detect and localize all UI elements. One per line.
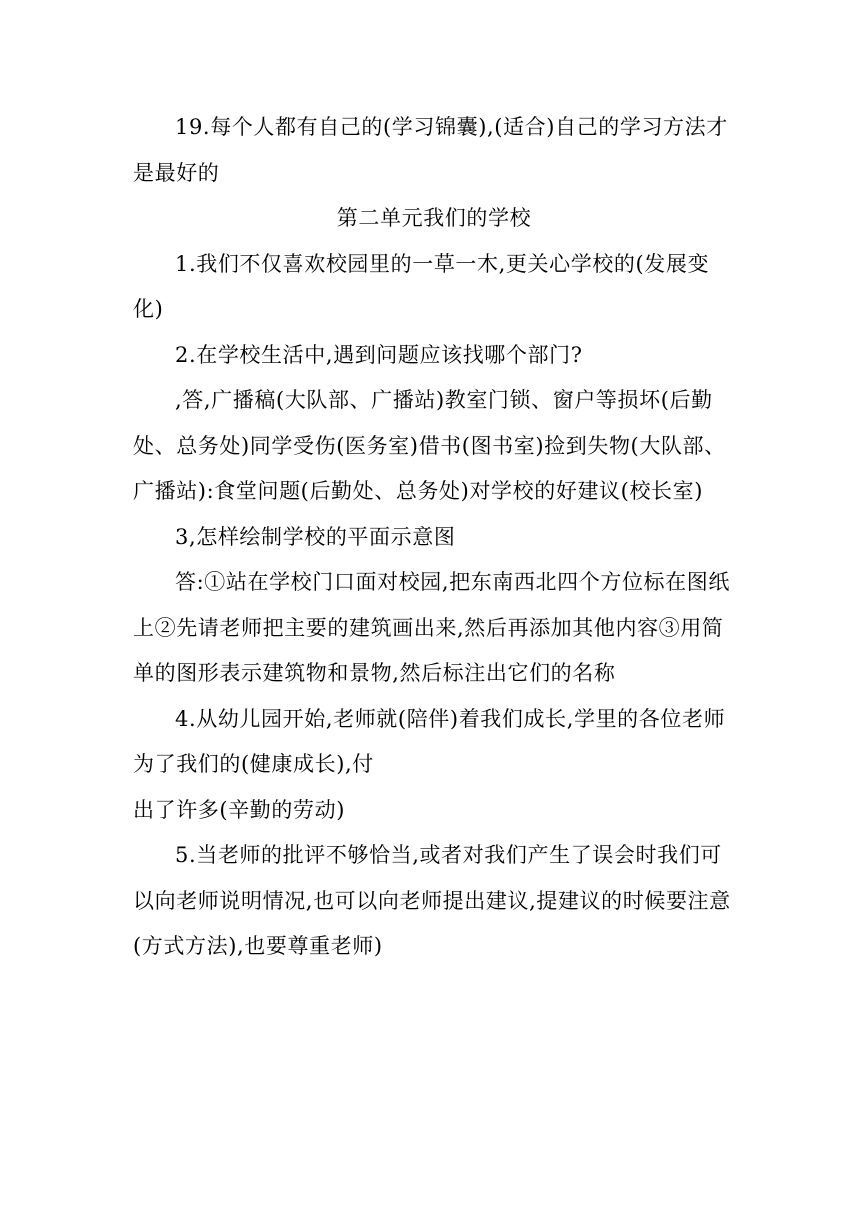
document-body bbox=[133, 105, 735, 970]
item-4-teachers: 4.从幼儿园开始,老师就(陪伴)着我们成长,学里的各位老师为了我们的(健康成长),付 bbox=[133, 706, 726, 776]
item-19-learning-methods: 19.每个人都有自己的(学习锦囊),(适合)自己的学习方法才是最好的 bbox=[133, 115, 728, 185]
item-2-question: 2.在学校生活中,遇到问题应该找哪个部门? bbox=[175, 342, 583, 367]
item-2-answer: ,答,广播稿(大队部、广播站)教室门锁、窗户等损坏(后勤处、总务处)同学受伤(医务室)借书(图书室)捡到失物(大队部、广播站):食堂问题(后勤处、总务处)对学校的好建议(校长室) bbox=[133, 388, 726, 503]
unit-heading: 第二单元我们的学校 bbox=[336, 206, 532, 230]
item-5-suggestions: 5.当老师的批评不够恰当,或者对我们产生了误会时我们可以向老师说明情况,也可以向老师提出建议,提建议的时候要注意(方式方法),也要尊重老师) bbox=[133, 843, 731, 958]
item-3-answer: 答:①站在学校门口面对校园,把东南西北四个方位标在图纸上②先请老师把主要的建筑画出来,然后再添加其他内容③用简单的图形表示建筑物和景物,然后标注出它们的名称 bbox=[133, 570, 730, 685]
item-1-school-development: 1.我们不仅喜欢校园里的一草一木,更关心学校的(发展变化) bbox=[133, 251, 710, 321]
item-4-continuation: 出了许多(辛勤的劳动) bbox=[133, 797, 345, 822]
item-3-question: 3,怎样绘制学校的平面示意图 bbox=[175, 524, 456, 549]
